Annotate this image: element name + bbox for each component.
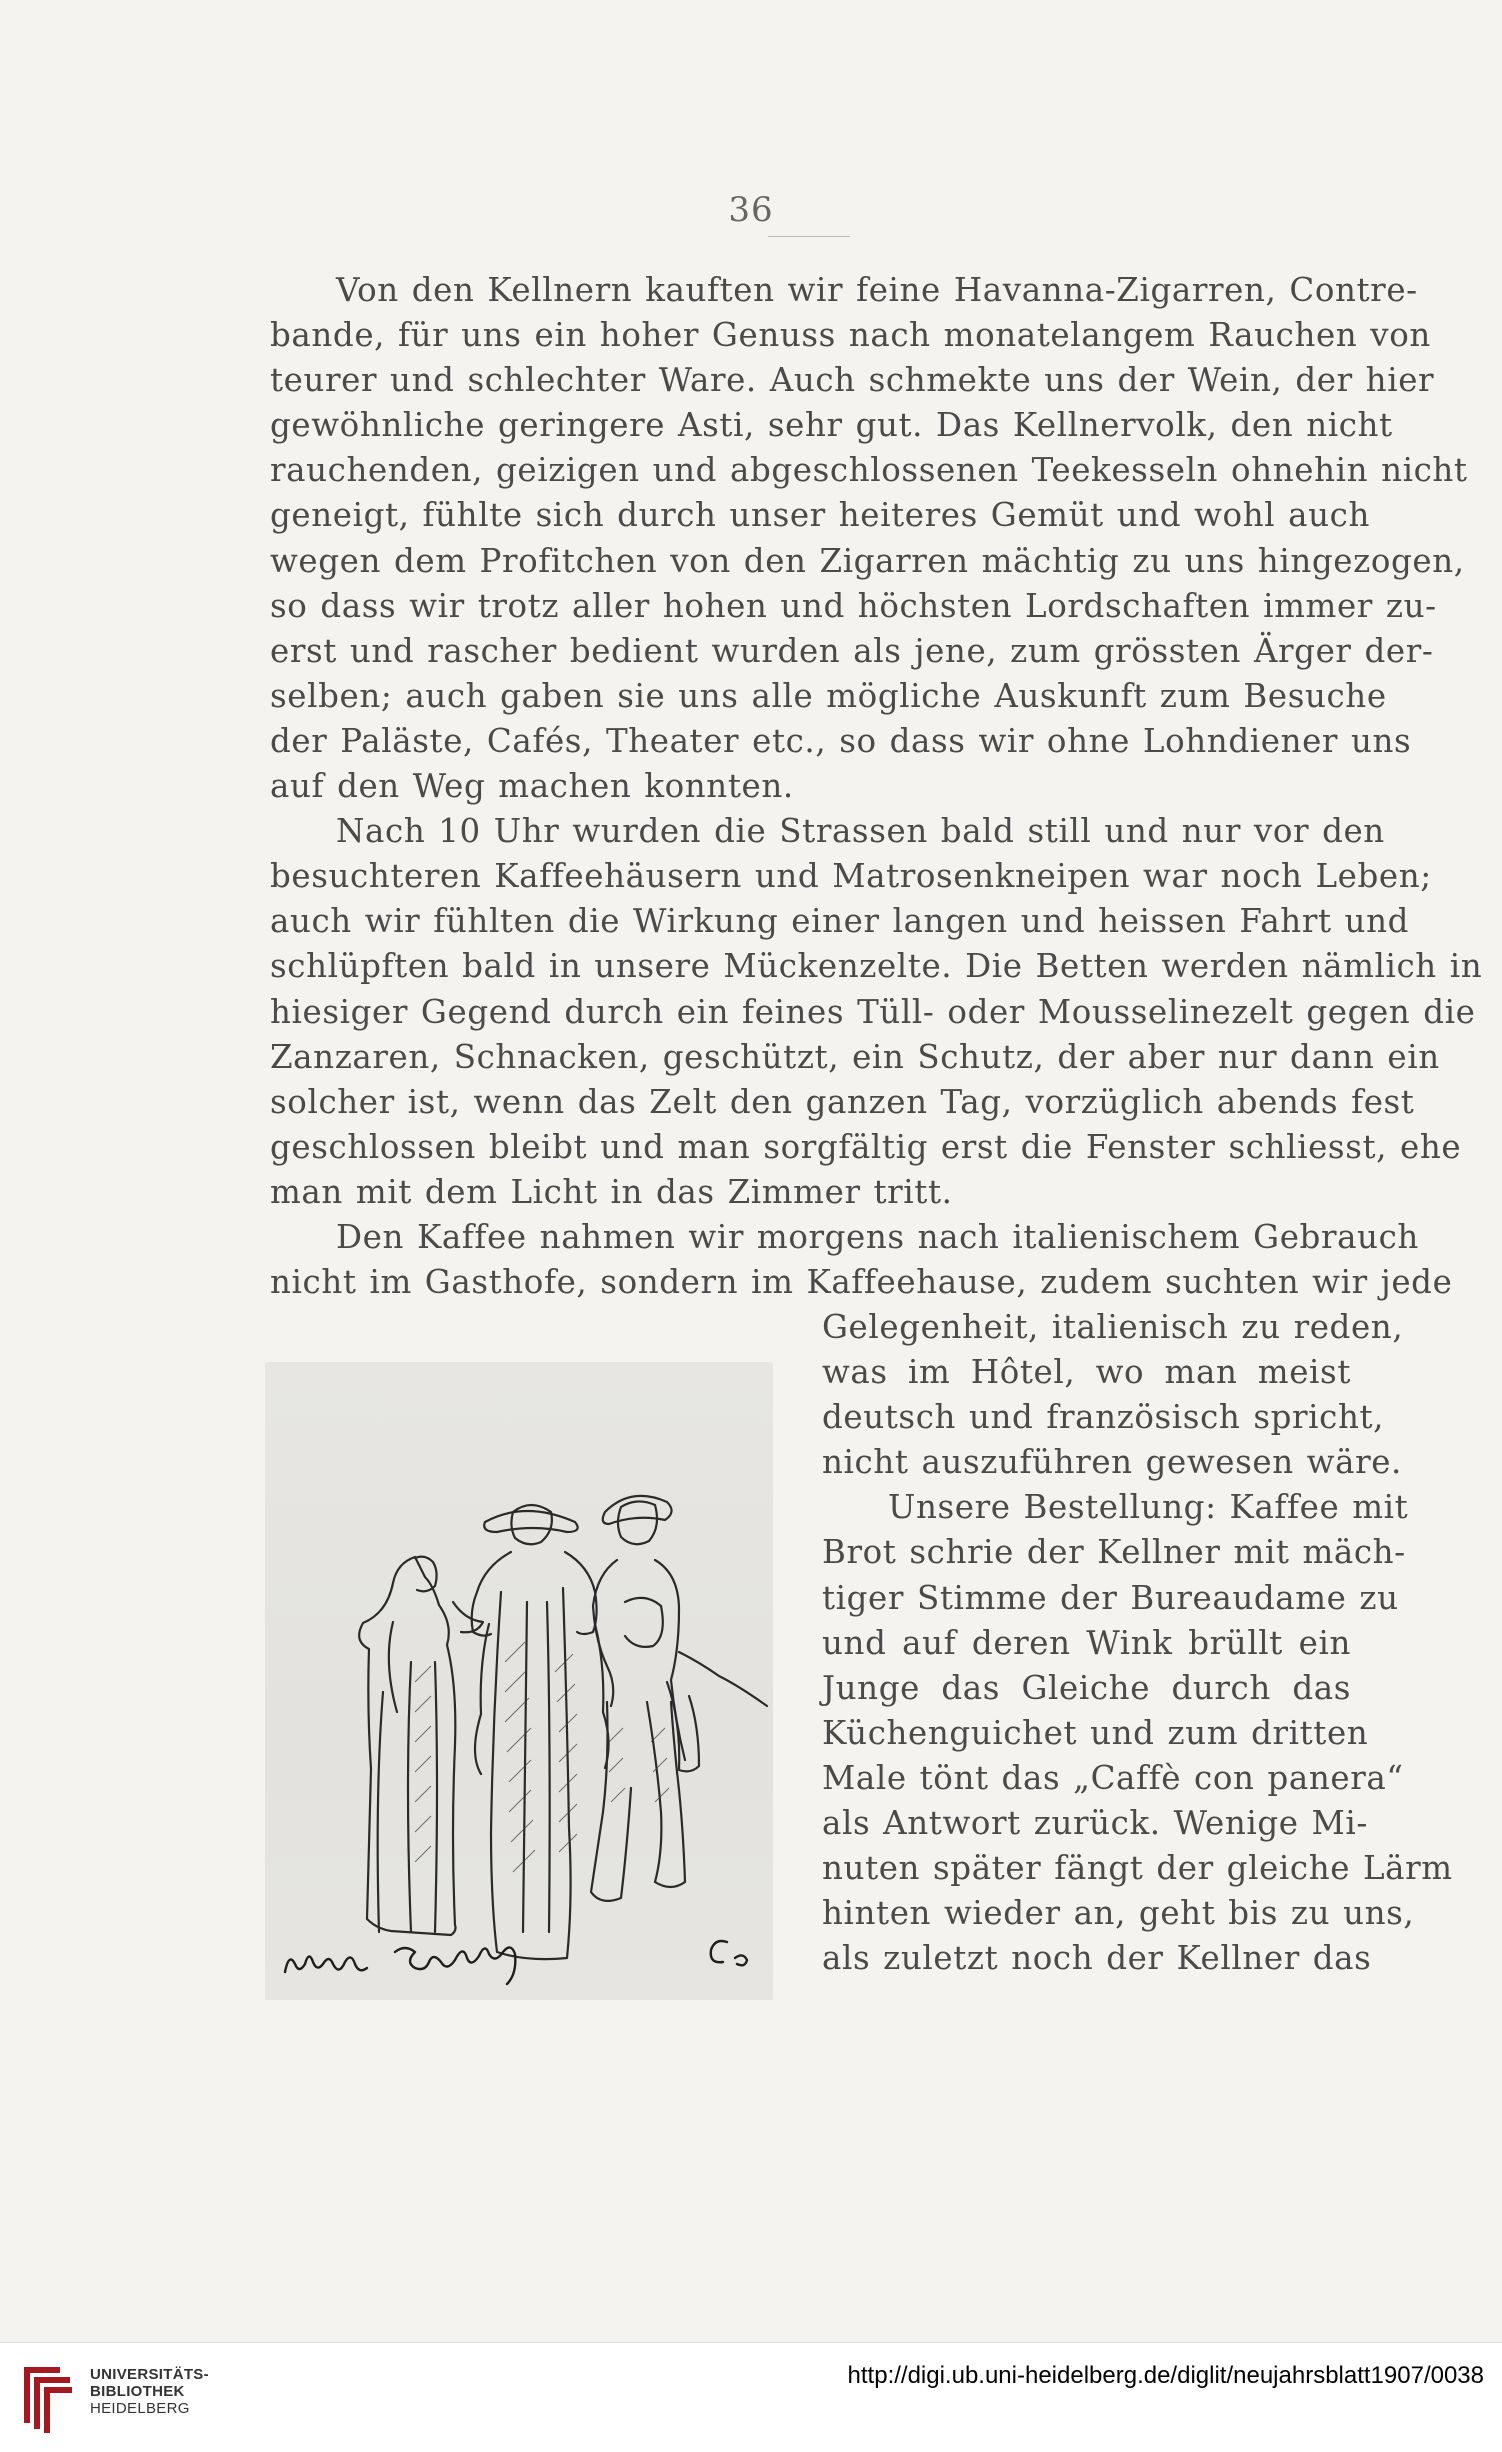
text-line: schlüpften bald in unsere Mückenzelte. Die Betten werden nämlich in xyxy=(270,947,1483,986)
handwritten-caption-glyphs xyxy=(265,1362,773,2000)
source-url-link[interactable]: http://digi.ub.uni-heidelberg.de/diglit/neujahrsblatt1907/0038 xyxy=(847,2362,1484,2389)
page-number-rule xyxy=(768,236,850,237)
text-line: teurer und schlechter Ware. Auch schmekte uns der Wein, der hier xyxy=(270,361,1435,400)
library-logo-icon xyxy=(18,2357,78,2437)
text-line: geschlossen bleibt und man sorgfältig erst die Fenster schliesst, ehe xyxy=(270,1127,1462,1166)
text-line: Junge das Gleiche durch das xyxy=(822,1668,1351,1707)
library-name xyxy=(90,2366,209,2417)
footer-bar xyxy=(0,2342,1502,2452)
text-line: der Paläste, Cafés, Theater etc., so dass wir ohne Lohndiener uns xyxy=(270,721,1412,760)
text-line: Gelegenheit, italienisch zu reden, xyxy=(822,1308,1404,1346)
text-line: Den Kaffee nahmen wir morgens nach italienischem Gebrauch xyxy=(336,1217,1419,1256)
text-line: als zuletzt noch der Kellner das xyxy=(822,1939,1372,1978)
text-line: Küchenguichet und zum dritten xyxy=(822,1713,1369,1752)
text-line: tiger Stimme der Bureaudame zu xyxy=(822,1578,1399,1617)
text-line: Male tönt das „Caffè con panera“ xyxy=(822,1758,1404,1797)
text-line: Brot schrie der Kellner mit mäch- xyxy=(822,1533,1406,1572)
text-line: nicht im Gasthofe, sondern im Kaffeehause, zudem suchten wir jede xyxy=(270,1263,1453,1302)
text-line: auch wir fühlten die Wirkung einer langen und heissen Fahrt und xyxy=(270,902,1410,941)
text-line: was im Hôtel, wo man meist xyxy=(822,1353,1351,1392)
text-line: erst und rascher bedient wurden als jene, zum grössten Ärger der- xyxy=(270,631,1434,670)
text-line: nuten später fängt der gleiche Lärm xyxy=(822,1849,1453,1888)
text-line: Von den Kellnern kauften wir feine Havanna-Zigarren, Contre- xyxy=(336,271,1418,309)
library-name-line: BIBLIOTHEK xyxy=(90,2383,185,2400)
text-line: geneigt, fühlte sich durch unser heiteres Gemüt und wohl auch xyxy=(270,496,1370,535)
text-line: solcher ist, wenn das Zelt den ganzen Tag, vorzüglich abends fest xyxy=(270,1082,1415,1121)
body-text-side-column xyxy=(822,1305,1453,1981)
library-name-line: HEIDELBERG xyxy=(90,2400,190,2417)
text-line: Unsere Bestellung: Kaffee mit xyxy=(888,1488,1409,1527)
sketch-illustration xyxy=(265,1362,773,2000)
text-line: man mit dem Licht in das Zimmer tritt. xyxy=(270,1172,953,1211)
page-number: 36 xyxy=(728,190,774,230)
text-line: selben; auch gaben sie uns alle mögliche Auskunft zum Besuche xyxy=(270,676,1387,715)
text-line: Zanzaren, Schnacken, geschützt, ein Schutz, der aber nur dann ein xyxy=(270,1037,1440,1076)
text-line: deutsch und französisch spricht, xyxy=(822,1398,1385,1437)
text-line: rauchenden, geizigen und abgeschlossenen Teekesseln ohnehin nicht xyxy=(270,451,1468,490)
text-line: auf den Weg machen konnten. xyxy=(270,767,794,806)
text-line: nicht auszuführen gewesen wäre. xyxy=(822,1443,1402,1482)
text-line: besuchteren Kaffeehäusern und Matrosenkneipen war noch Leben; xyxy=(270,857,1432,896)
text-line: bande, für uns ein hoher Genuss nach monatelangem Rauchen von xyxy=(270,316,1431,355)
text-line: wegen dem Profitchen von den Zigarren mächtig zu uns hingezogen, xyxy=(270,541,1465,580)
text-line: so dass wir trotz aller hohen und höchsten Lordschaften immer zu- xyxy=(270,586,1437,625)
library-name-line: UNIVERSITÄTS- xyxy=(90,2366,209,2383)
text-line: gewöhnliche geringere Asti, sehr gut. Das Kellnervolk, den nicht xyxy=(270,406,1393,445)
body-text-full-width xyxy=(270,268,1483,1305)
text-line: Nach 10 Uhr wurden die Strassen bald still und nur vor den xyxy=(336,812,1385,851)
text-line: als Antwort zurück. Wenige Mi- xyxy=(822,1804,1368,1843)
text-line: hiesiger Gegend durch ein feines Tüll- oder Mousselinezelt gegen die xyxy=(270,992,1476,1031)
text-line: und auf deren Wink brüllt ein xyxy=(822,1623,1351,1662)
text-line: hinten wieder an, geht bis zu uns, xyxy=(822,1894,1415,1933)
